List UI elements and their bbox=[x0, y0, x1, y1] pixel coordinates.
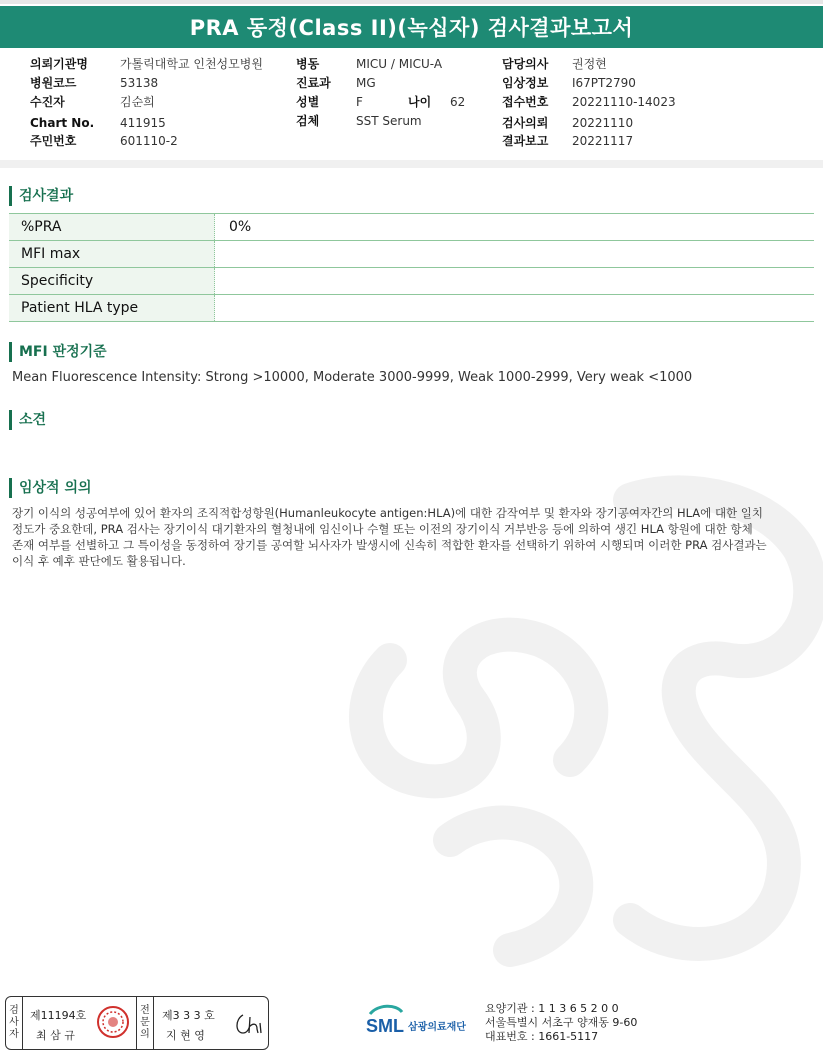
results-table bbox=[9, 213, 814, 322]
result-value bbox=[215, 241, 815, 268]
info-resident-no-value: 601110-2 bbox=[120, 134, 178, 148]
info-receipt-no-label: 접수번호 bbox=[502, 95, 549, 109]
info-clinical-value: I67PT2790 bbox=[572, 76, 636, 90]
section-clinical-title: 임상적 의의 bbox=[9, 478, 92, 498]
org-code: 요양기관 : 1 1 3 6 5 2 0 0 bbox=[485, 1002, 619, 1015]
info-request-date-value: 20221110 bbox=[572, 116, 634, 130]
org-address: 서울특별시 서초구 양재동 9-60 bbox=[485, 1016, 638, 1029]
clinical-line: 장기 이식의 성공여부에 있어 환자의 조직적합성항원(Humanleukocyte antigen:HLA)에 대한 감작여부 및 환자와 장기공여자간의 HLA에 대한 일치 bbox=[12, 506, 764, 520]
mfi-criteria-text: Mean Fluorescence Intensity: Strong >10000, Moderate 3000-9999, Weak 1000-2999, Very weak <1000 bbox=[12, 370, 693, 385]
info-resident-no-label: 주민번호 bbox=[30, 134, 77, 148]
info-department-value: MG bbox=[356, 76, 376, 90]
clinical-line: 존재 여부를 선별하고 그 특이성을 동정하여 장기를 공여할 뇌사자가 발생시에 신속히 적합한 환자를 선택하기 위하여 시행되며 이러한 PRA 검사결과는 bbox=[12, 538, 767, 552]
sml-logo bbox=[366, 1000, 486, 1040]
info-hospital-code-value: 53138 bbox=[120, 76, 159, 90]
organization-address bbox=[485, 1002, 637, 1044]
report-footer bbox=[0, 988, 823, 1060]
result-value bbox=[215, 295, 815, 322]
section-mfi-title: MFI 판정기준 bbox=[9, 342, 107, 362]
doctor-vertical-label: 전 문 의 bbox=[136, 997, 154, 1049]
table-row bbox=[9, 268, 814, 295]
inspector-name: 최 삼 규 bbox=[36, 1029, 75, 1042]
patient-info bbox=[0, 55, 823, 155]
clinical-line: 이식 후 예후 판단에도 활용됩니다. bbox=[12, 554, 186, 568]
signature-box bbox=[5, 996, 269, 1050]
result-value bbox=[215, 268, 815, 295]
top-divider bbox=[0, 0, 823, 4]
svg-text:삼광의료재단: 삼광의료재단 bbox=[408, 1022, 466, 1033]
table-row bbox=[9, 214, 814, 241]
info-specimen-value: SST Serum bbox=[356, 114, 422, 128]
info-sex-value: F bbox=[356, 95, 363, 109]
section-results-title: 검사결과 bbox=[9, 186, 73, 206]
info-age-label: 나이 bbox=[408, 95, 432, 109]
info-department-label: 진료과 bbox=[296, 76, 331, 90]
info-request-date-label: 검사의뢰 bbox=[502, 116, 549, 130]
info-hospital-name: 의뢰기관명 bbox=[30, 57, 88, 71]
clinical-line: 정도가 중요한데, PRA 검사는 장기이식 대기환자의 혈청내에 임신이나 수혈 또는 이전의 장기이식 거부반응 등에 의하여 생긴 HLA 항원에 대한 항체 bbox=[12, 522, 753, 536]
info-patient-value: 김순희 bbox=[120, 95, 155, 109]
org-phone: 대표번호 : 1661-5117 bbox=[485, 1030, 599, 1043]
result-label: Specificity bbox=[9, 268, 215, 295]
inspector-license-no: 제11194호 bbox=[30, 1009, 87, 1022]
info-age-value: 62 bbox=[450, 95, 466, 109]
info-sex-label: 성별 bbox=[296, 95, 320, 109]
info-patient-label: 수진자 bbox=[30, 95, 65, 109]
seal-stamp-icon bbox=[96, 1005, 130, 1039]
info-chart-no-value: 411915 bbox=[120, 116, 166, 130]
signature-icon bbox=[231, 1009, 267, 1039]
info-hospital-name-value: 가톨릭대학교 인천성모병원 bbox=[120, 57, 263, 71]
table-row bbox=[9, 241, 814, 268]
svg-text:SML: SML bbox=[366, 1016, 404, 1036]
inspector-vertical-label: 검 사 자 bbox=[6, 997, 23, 1049]
doctor-license-no: 제3 3 3 호 bbox=[162, 1009, 215, 1022]
info-ward-label: 병동 bbox=[296, 57, 320, 71]
result-label: MFI max bbox=[9, 241, 215, 268]
info-specimen-label: 검체 bbox=[296, 114, 320, 128]
info-report-date-label: 결과보고 bbox=[502, 134, 549, 148]
result-label: %PRA bbox=[9, 214, 215, 241]
report-title: PRA 동정(Class II)(녹십자) 검사결과보고서 bbox=[0, 6, 823, 48]
info-report-date-value: 20221117 bbox=[572, 134, 634, 148]
result-value: 0% bbox=[215, 214, 815, 241]
info-doctor-value: 권정현 bbox=[572, 57, 607, 71]
doctor-name: 지 현 영 bbox=[166, 1029, 205, 1042]
info-divider bbox=[0, 160, 823, 168]
section-opinion-title: 소견 bbox=[9, 410, 46, 430]
clinical-significance-text bbox=[12, 505, 807, 569]
info-chart-no-label: Chart No. bbox=[30, 116, 95, 130]
info-clinical-label: 임상정보 bbox=[502, 76, 549, 90]
info-doctor-label: 담당의사 bbox=[502, 57, 549, 71]
info-receipt-no-value: 20221110-14023 bbox=[572, 95, 676, 109]
info-ward-value: MICU / MICU-A bbox=[356, 57, 443, 71]
table-row bbox=[9, 295, 814, 322]
result-label: Patient HLA type bbox=[9, 295, 215, 322]
info-hospital-code-label: 병원코드 bbox=[30, 76, 77, 90]
